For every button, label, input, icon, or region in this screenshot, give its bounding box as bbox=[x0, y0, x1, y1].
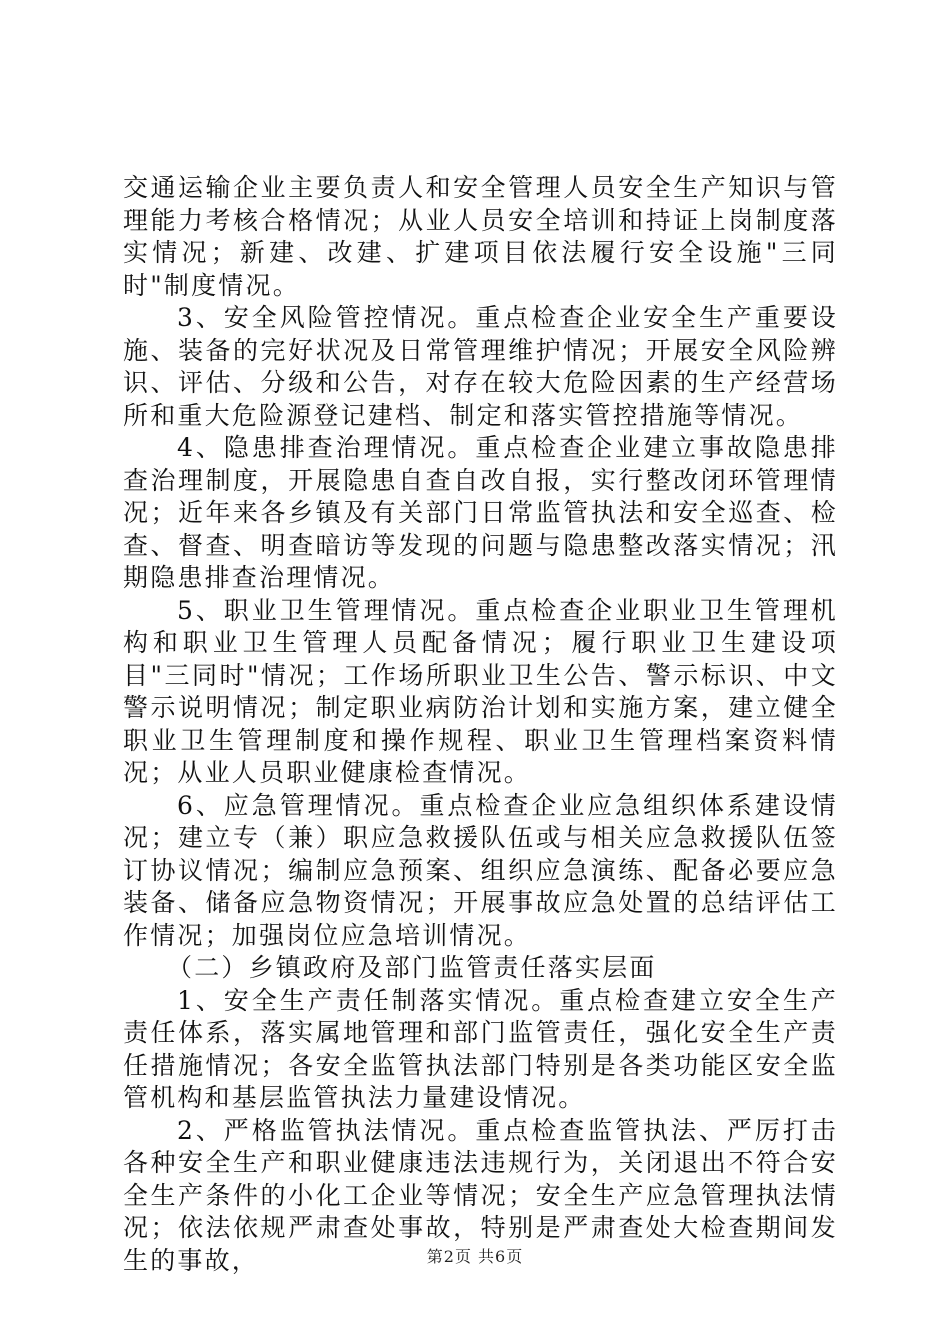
paragraph-responsibility-system: 1、安全生产责任制落实情况。重点检查建立安全生产责任体系，落实属地管理和部门监管责任，强化安全生产责任措施情况；各安全监管执法部门特别是各类功能区安全监管机构和基层监管执法力量建设情况。 bbox=[123, 985, 838, 1112]
section-heading-supervision: （二）乡镇政府及部门监管责任落实层面 bbox=[167, 953, 657, 982]
page-number-footer: 第2页 共6页 bbox=[426, 1247, 524, 1266]
paragraph-hazard-inspection: 4、隐患排查治理情况。重点检查企业建立事故隐患排查治理制度，开展隐患自查自改自报，实行整改闭环管理情况；近年来各乡镇及有关部门日常监管执法和安全巡查、检查、督查、明查暗访等发现的问题与隐患整改落实情况；汛期隐患排查治理情况。 bbox=[123, 433, 838, 592]
paragraph-emergency-management: 6、应急管理情况。重点检查企业应急组织体系建设情况；建立专（兼）职应急救援队伍或与相关应急救援队伍签订协议情况；编制应急预案、组织应急演练、配备必要应急装备、储备应急物资情况；开展事故应急处置的总结评估工作情况；加强岗位应急培训情况。 bbox=[123, 790, 838, 950]
paragraph-occupational-health: 5、职业卫生管理情况。重点检查企业职业卫生管理机构和职业卫生管理人员配备情况；履行职业卫生建设项目"三同时"情况；工作场所职业卫生公告、警示标识、中文警示说明情况；制定职业病防治计划和实施方案，建立健全职业卫生管理制度和操作规程、职业卫生管理档案资料情况；从业人员职业健康检查情况。 bbox=[123, 595, 838, 787]
paragraph-continuation: 交通运输企业主要负责人和安全管理人员安全生产知识与管理能力考核合格情况；从业人员安全培训和持证上岗制度落实情况；新建、改建、扩建项目依法履行安全设施"三同时"制度情况。 bbox=[123, 173, 838, 300]
paragraph-law-enforcement: 2、严格监管执法情况。重点检查监管执法、严厉打击各种安全生产和职业健康违法违规行为，关闭退出不符合安全生产条件的小化工企业等情况；安全生产应急管理执法情况；依法依规严肃查处事故，特别是严肃查处大检查期间发生的事故， bbox=[123, 1115, 838, 1275]
document-body bbox=[123, 172, 838, 1277]
paragraph-risk-control: 3、安全风险管控情况。重点检查企业安全生产重要设施、装备的完好状况及日常管理维护情况；开展安全风险辨识、评估、分级和公告，对存在较大危险因素的生产经营场所和重大危险源登记建档、制定和落实管控措施等情况。 bbox=[123, 303, 838, 430]
